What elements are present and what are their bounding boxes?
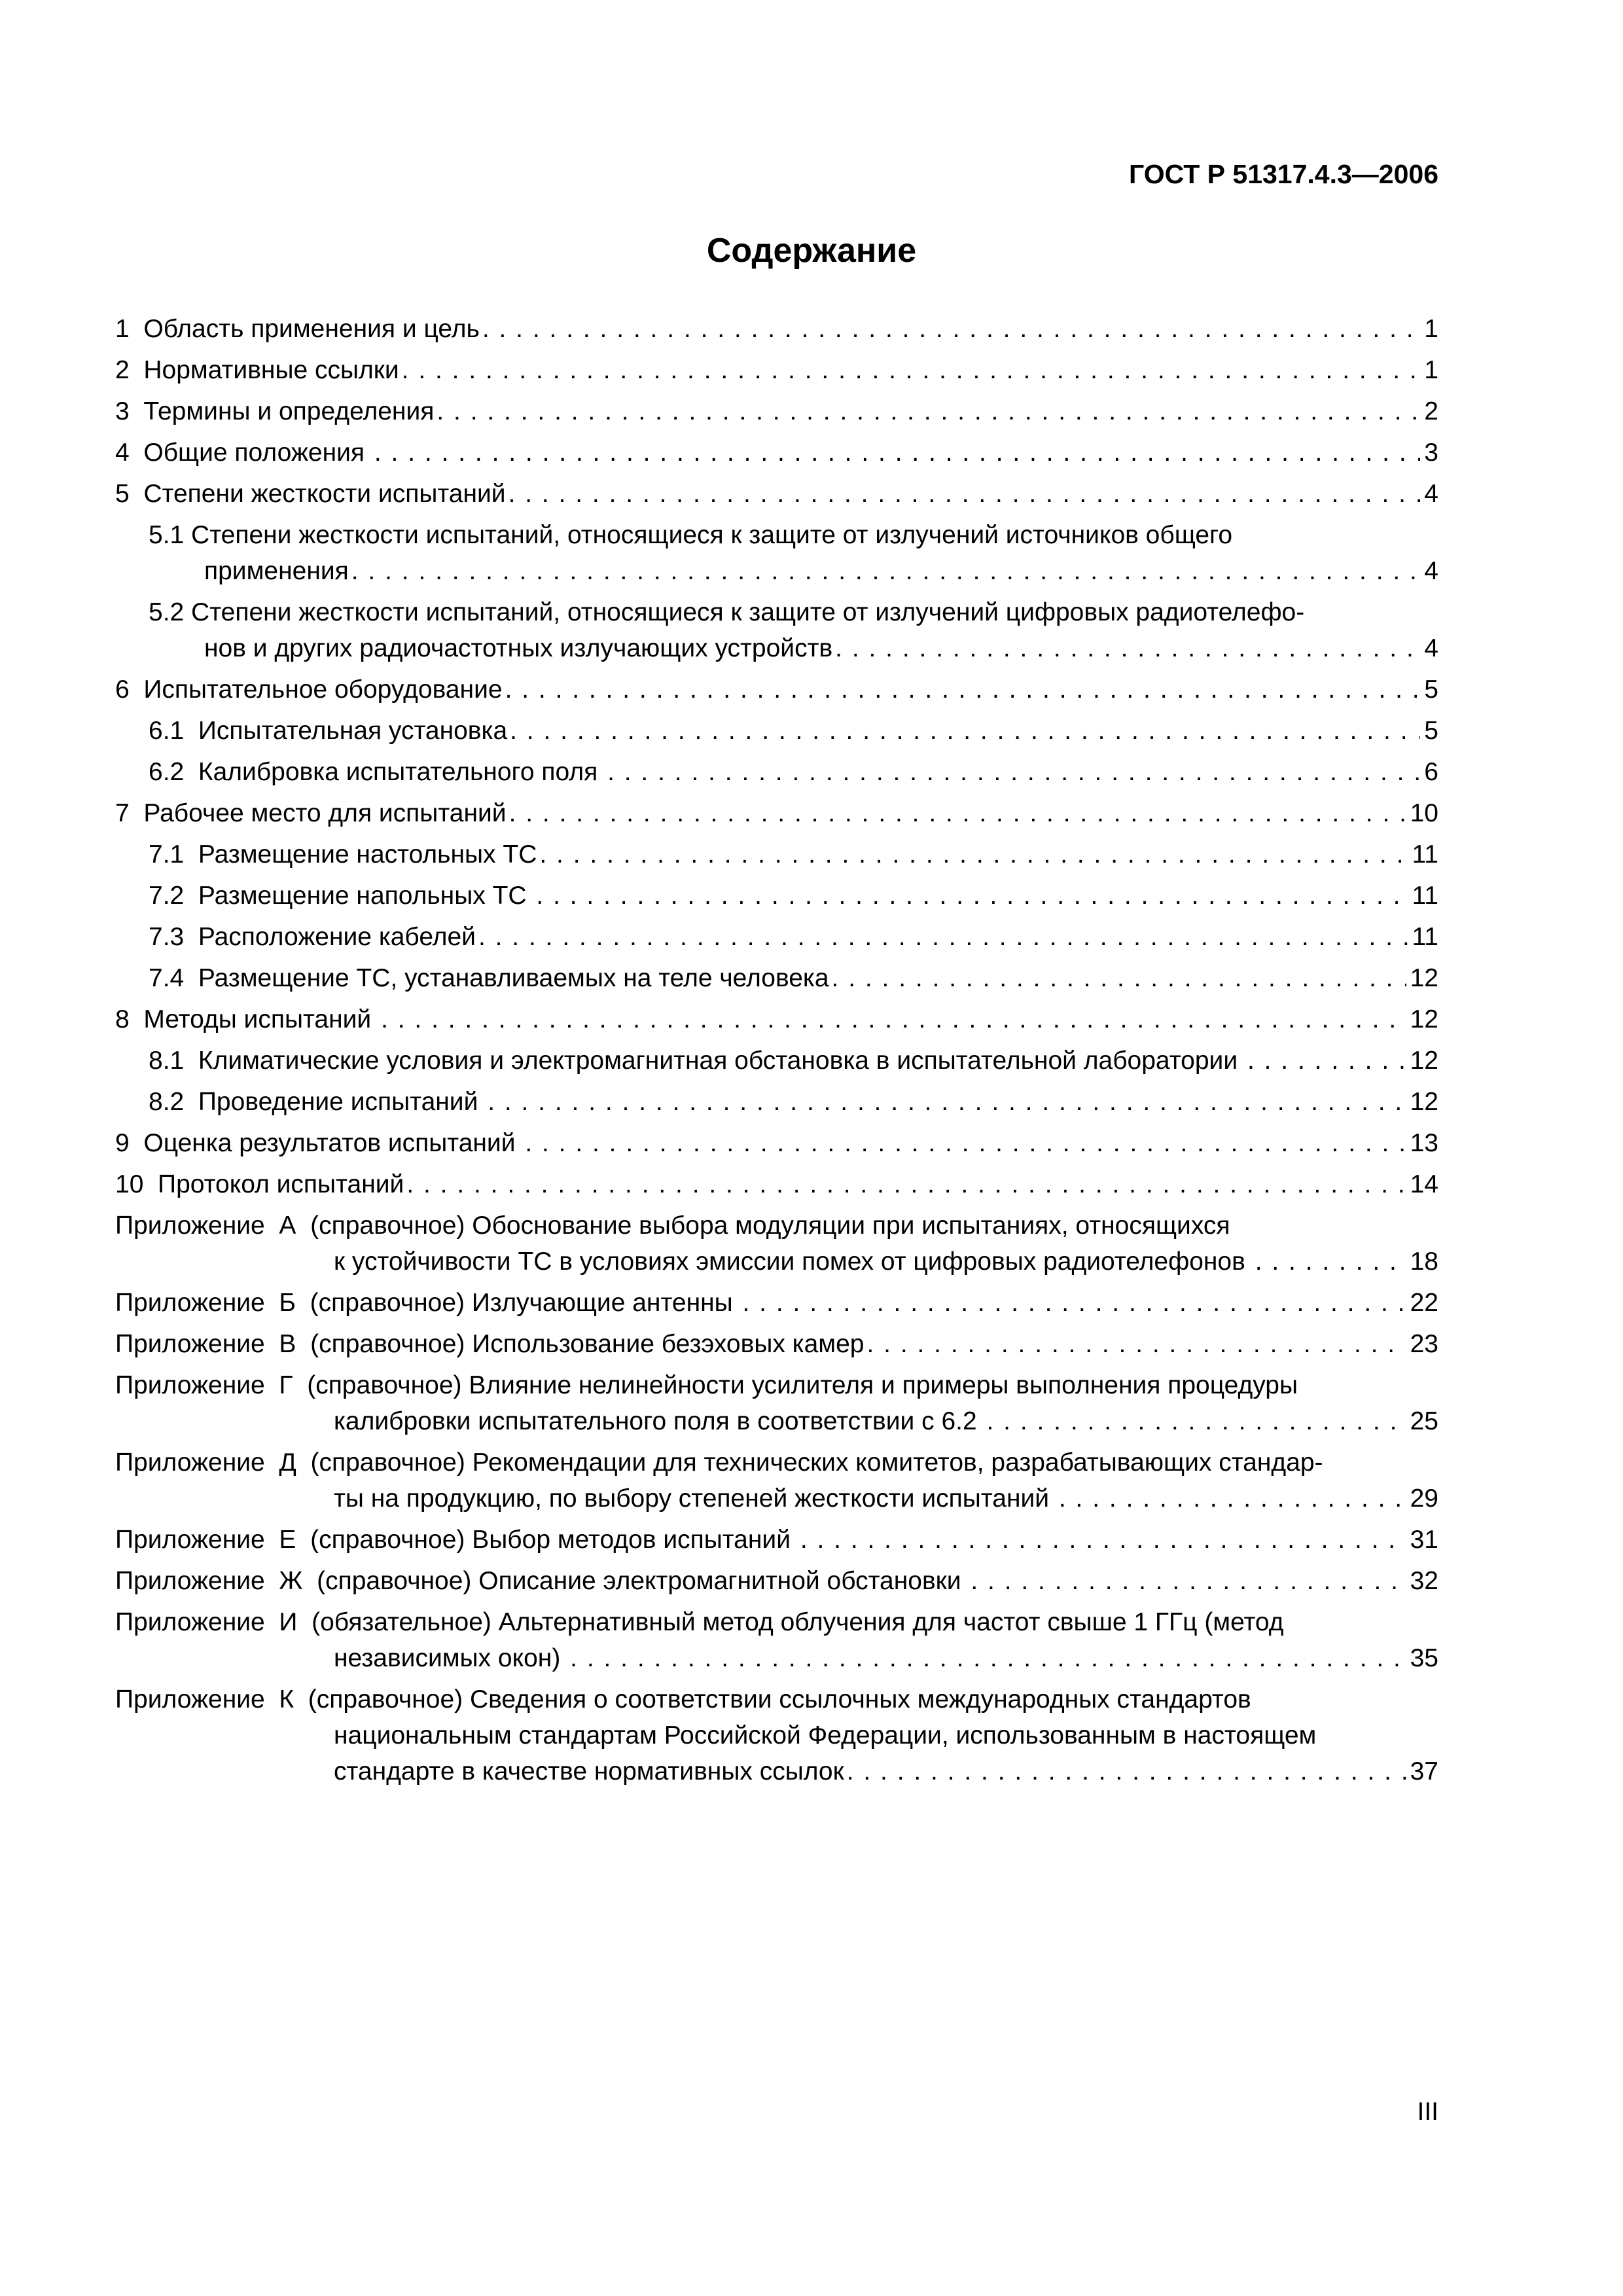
toc-entry-title: 8.2 Проведение испытаний <box>149 1088 486 1116</box>
toc-entry-title: 7.3 Расположение кабелей <box>149 923 476 951</box>
toc-entry <box>115 1208 1438 1280</box>
toc-entry-title: 10 Протокол испытаний <box>115 1170 404 1198</box>
dot-leader <box>539 836 1408 872</box>
toc-entry <box>115 795 1438 831</box>
toc-entry <box>115 393 1438 429</box>
toc-entry-title: 3 Термины и определения <box>115 397 435 425</box>
toc-page-number: 37 <box>1410 1757 1438 1785</box>
toc-entry <box>115 1367 1438 1439</box>
toc-entry-title: калибровки испытательного поля в соответствии с 6.2 <box>334 1407 984 1435</box>
toc-entry <box>115 836 1438 872</box>
dot-leader <box>525 1125 1406 1161</box>
toc-entry-title: независимых окон) <box>334 1644 568 1672</box>
dot-leader <box>406 1166 1406 1202</box>
dot-leader <box>510 713 1420 749</box>
toc-page-number: 3 <box>1424 439 1438 467</box>
toc-entry <box>115 1563 1438 1599</box>
toc-page-number: 10 <box>1410 799 1438 827</box>
toc-entry-title: 2 Нормативные ссылки <box>115 356 399 384</box>
toc-entry-title: 5 Степени жесткости испытаний <box>115 480 506 508</box>
toc-entry-title: 6 Испытательное оборудование <box>115 675 503 704</box>
dot-leader <box>607 754 1420 790</box>
toc-page-number: 2 <box>1424 397 1438 425</box>
toc-entry-title: 4 Общие положения <box>115 439 372 467</box>
toc-entry-title: Приложение Б (справочное) Излучающие антенны <box>115 1289 740 1317</box>
dot-leader <box>832 960 1406 996</box>
dot-leader <box>536 878 1408 914</box>
dot-leader <box>488 1084 1406 1120</box>
toc-entry-text: 5.1 Степени жесткости испытаний, относящиеся к защите от излучений источников общего <box>149 521 1233 549</box>
toc-page-number: 35 <box>1410 1644 1438 1672</box>
toc-entry-title: ты на продукцию, по выбору степеней жесткости испытаний <box>334 1484 1056 1513</box>
toc-page-number: 11 <box>1412 840 1438 869</box>
toc-entry-title: 8.1 Климатические условия и электромагнитная обстановка в испытательной лаборатории <box>149 1047 1245 1075</box>
toc-page-number: 12 <box>1410 1047 1438 1075</box>
toc-entry-title: 8 Методы испытаний <box>115 1005 379 1033</box>
dot-leader <box>482 311 1420 347</box>
toc-entry-title: к устойчивости ТС в условиях эмиссии помех от цифровых радиотелефонов <box>334 1247 1253 1276</box>
toc-entry <box>115 476 1438 512</box>
toc-entry <box>115 1681 1438 1789</box>
document-header: ГОСТ Р 51317.4.3—2006 <box>1129 159 1438 189</box>
dot-leader <box>987 1403 1406 1439</box>
dot-leader <box>1059 1480 1406 1516</box>
toc-entry-text: 5.2 Степени жесткости испытаний, относящиеся к защите от излучений цифровых радиотелефо- <box>149 598 1305 626</box>
toc-page-number: 12 <box>1410 1005 1438 1033</box>
toc-entry <box>115 1285 1438 1321</box>
toc-entry <box>115 1001 1438 1037</box>
dot-leader <box>509 795 1406 831</box>
dot-leader <box>374 435 1420 471</box>
toc-entry <box>115 919 1438 955</box>
dot-leader <box>866 1326 1406 1362</box>
dot-leader <box>971 1563 1406 1599</box>
toc-entry <box>115 311 1438 347</box>
toc-entry-text: Приложение А (справочное) Обоснование выбора модуляции при испытаниях, относящихся <box>115 1211 1230 1240</box>
toc-page-number: 4 <box>1424 634 1438 662</box>
toc-page-number: 4 <box>1424 480 1438 508</box>
toc-entry-text: Приложение К (справочное) Сведения о соответствии ссылочных международных стандартов <box>115 1685 1251 1713</box>
page-title: Содержание <box>706 232 917 270</box>
dot-leader <box>743 1285 1406 1321</box>
toc-entry <box>115 1326 1438 1362</box>
toc-entry-title: 9 Оценка результатов испытаний <box>115 1129 523 1157</box>
toc-page-number: 31 <box>1410 1526 1438 1554</box>
page-number: III <box>1417 2098 1438 2126</box>
toc-entry-title: применения <box>204 557 349 585</box>
toc-entry <box>115 352 1438 388</box>
toc-entry-title: Приложение Е (справочное) Выбор методов испытаний <box>115 1526 798 1554</box>
toc-page-number: 14 <box>1410 1170 1438 1198</box>
toc-entry-title: 7.1 Размещение настольных ТС <box>149 840 537 869</box>
toc-page-number: 1 <box>1424 315 1438 343</box>
toc-page-number: 13 <box>1410 1129 1438 1157</box>
toc-page-number: 6 <box>1424 758 1438 786</box>
toc-entry <box>115 594 1438 666</box>
toc-entry <box>115 1166 1438 1202</box>
toc-entry <box>115 435 1438 471</box>
toc-page-number: 32 <box>1410 1567 1438 1595</box>
dot-leader <box>1255 1244 1406 1280</box>
dot-leader <box>800 1522 1406 1558</box>
dot-leader <box>505 672 1421 708</box>
dot-leader <box>437 393 1420 429</box>
toc-entry-title: 6.2 Калибровка испытательного поля <box>149 758 605 786</box>
toc-entry-title: 7.4 Размещение ТС, устанавливаемых на теле человека <box>149 964 829 992</box>
dot-leader <box>835 630 1420 666</box>
toc-entry-text: национальным стандартам Российской Федерации, использованным в настоящем <box>334 1721 1317 1749</box>
toc-entry <box>115 1604 1438 1676</box>
toc-entry-title: 7.2 Размещение напольных ТС <box>149 882 534 910</box>
toc-entry <box>115 1522 1438 1558</box>
dot-leader <box>570 1640 1406 1676</box>
toc-page-number: 4 <box>1424 557 1438 585</box>
dot-leader <box>1247 1043 1406 1079</box>
toc-page-number: 5 <box>1424 717 1438 745</box>
toc-page-number: 18 <box>1410 1247 1438 1276</box>
toc-entry <box>115 1444 1438 1516</box>
toc-entry-text: Приложение Д (справочное) Рекомендации для технических комитетов, разрабатывающих стандар- <box>115 1448 1323 1477</box>
toc-page-number: 12 <box>1410 964 1438 992</box>
toc-entry-title: стандарте в качестве нормативных ссылок <box>334 1757 844 1785</box>
toc-page-number: 22 <box>1410 1289 1438 1317</box>
toc-page-number: 25 <box>1410 1407 1438 1435</box>
toc-entry <box>115 1084 1438 1120</box>
toc-page-number: 5 <box>1424 675 1438 704</box>
toc-page-number: 29 <box>1410 1484 1438 1513</box>
dot-leader <box>381 1001 1406 1037</box>
dot-leader <box>478 919 1408 955</box>
toc-entry <box>115 672 1438 708</box>
toc-entry-text: Приложение Г (справочное) Влияние нелинейности усилителя и примеры выполнения процедуры <box>115 1371 1298 1399</box>
toc-page-number: 11 <box>1412 923 1438 951</box>
dot-leader <box>351 553 1421 589</box>
toc-entry-title: 6.1 Испытательная установка <box>149 717 508 745</box>
dot-leader <box>847 1753 1406 1789</box>
toc-entry <box>115 517 1438 589</box>
toc-entry-text: Приложение И (обязательное) Альтернативный метод облучения для частот свыше 1 ГГц (метод <box>115 1608 1284 1636</box>
toc-entry-title: 7 Рабочее место для испытаний <box>115 799 507 827</box>
toc-page-number: 11 <box>1412 882 1438 910</box>
toc-entry <box>115 754 1438 790</box>
toc-entry-title: 1 Область применения и цель <box>115 315 480 343</box>
toc-page-number: 23 <box>1410 1330 1438 1358</box>
toc-entry-title: Приложение В (справочное) Использование безэховых камер <box>115 1330 865 1358</box>
toc-entry <box>115 960 1438 996</box>
toc-entry <box>115 1043 1438 1079</box>
toc-entry <box>115 1125 1438 1161</box>
toc-entry-title: нов и других радиочастотных излучающих устройств <box>204 634 833 662</box>
toc-page-number: 1 <box>1424 356 1438 384</box>
dot-leader <box>508 476 1421 512</box>
toc-entry <box>115 713 1438 749</box>
dot-leader <box>402 352 1421 388</box>
toc-page-number: 12 <box>1410 1088 1438 1116</box>
toc-entry <box>115 878 1438 914</box>
toc-entry-title: Приложение Ж (справочное) Описание электромагнитной обстановки <box>115 1567 969 1595</box>
table-of-contents <box>115 311 1438 1795</box>
